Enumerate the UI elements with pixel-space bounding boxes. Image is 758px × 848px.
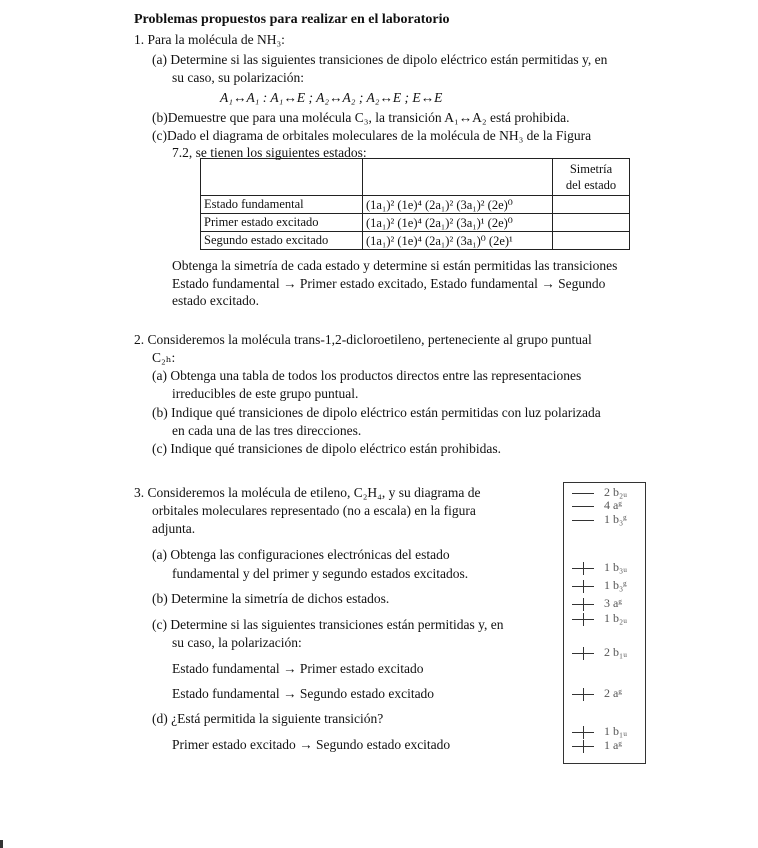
mo-level-label: 1 b₁ᵤ <box>604 724 628 738</box>
mo-level-label: 3 aᵍ <box>604 596 622 610</box>
p3-c-line2: su caso, la polarización: <box>172 635 302 650</box>
electron-pair-arrow <box>583 580 584 593</box>
mo-level-label: 2 aᵍ <box>604 686 622 700</box>
p3-a-line1: (a) Obtenga las configuraciones electrónicas del estado <box>152 547 450 562</box>
p1-c-line2: 7.2, se tienen los siguientes estados: <box>172 145 367 160</box>
electron-pair-arrow <box>583 688 584 701</box>
page-title: Problemas propuestos para realizar en el laboratorio <box>134 12 450 27</box>
electron-pair-arrow <box>583 726 584 739</box>
mo-level-label: 1 b₃ᵍ <box>604 578 627 592</box>
p3-a-line2: fundamental y del primer y segundo estados excitados. <box>172 566 469 581</box>
p1-after-line2: Estado fundamental → Primer estado excitado, Estado fundamental → Segundo <box>172 276 606 291</box>
state-label: Estado fundamental <box>201 196 363 214</box>
state-config: (1a₁)² (1e)⁴ (2a₁)² (3a₁)² (2e)⁰ <box>363 196 553 214</box>
p2-intro-line1: 2. Consideremos la molécula trans-1,2-dicloroetileno, perteneciente al grupo puntual <box>134 332 592 347</box>
p3-d: (d) ¿Está permitida la siguiente transición? <box>152 711 384 726</box>
mo-level-label: 1 aᵍ <box>604 738 622 752</box>
p1-a-line1: (a) Determine si las siguientes transiciones de dipolo eléctrico están permitidas y, en <box>152 52 608 67</box>
p2-b-line1: (b) Indique qué transiciones de dipolo eléctrico están permitidas con luz polarizada <box>152 405 601 420</box>
p2-c: (c) Indique qué transiciones de dipolo eléctrico están prohibidas. <box>152 441 502 456</box>
electron-pair-arrow <box>583 598 584 611</box>
mo-level-label: 1 b₂ᵤ <box>604 611 628 625</box>
mo-level-label: 1 b₃ᵍ <box>604 512 627 526</box>
p2-a-line1: (a) Obtenga una tabla de todos los productos directos entre las representaciones <box>152 368 582 383</box>
state-symmetry <box>553 196 630 214</box>
mo-level-line <box>572 493 594 494</box>
electron-pair-arrow <box>583 740 584 753</box>
p3-transition-3: Primer estado excitado → Segundo estado excitado <box>172 737 451 752</box>
states-table <box>200 158 630 250</box>
p3-transition-1: Estado fundamental → Primer estado excitado <box>172 661 424 676</box>
p2-a-line2: irreducibles de este grupo puntual. <box>172 386 359 401</box>
mo-level-line <box>572 506 594 507</box>
state-config: (1a₁)² (1e)⁴ (2a₁)² (3a₁)¹ (2e)⁰ <box>363 214 553 232</box>
state-label: Primer estado excitado <box>201 214 363 232</box>
table-row <box>201 214 630 232</box>
mo-level-line <box>572 520 594 521</box>
symmetry-header: Simetría del estado <box>553 159 630 196</box>
state-label: Segundo estado excitado <box>201 232 363 250</box>
table-row <box>201 232 630 250</box>
mo-level-label: 4 aᵍ <box>604 498 622 512</box>
electron-pair-arrow <box>583 562 584 575</box>
electron-pair-arrow <box>583 647 584 660</box>
state-symmetry <box>553 232 630 250</box>
p3-b: (b) Determine la simetría de dichos estados. <box>152 591 390 606</box>
electron-pair-arrow <box>583 613 584 626</box>
p3-c-line1: (c) Determine si las siguientes transiciones están permitidas y, en <box>152 617 504 632</box>
p2-b-line2: en cada una de las tres direcciones. <box>172 423 362 438</box>
p1-intro: 1. Para la molécula de NH₃: <box>134 32 285 47</box>
p3-transition-2: Estado fundamental → Segundo estado excitado <box>172 686 435 701</box>
page-edge-mark <box>0 840 3 848</box>
p2-intro-line2: C₂ₕ: <box>152 350 176 365</box>
p3-intro-line3: adjunta. <box>152 521 196 536</box>
p3-intro-line1: 3. Consideremos la molécula de etileno, C₂H₄, y su diagrama de <box>134 485 481 500</box>
p1-a-line2: su caso, su polarización: <box>172 70 304 85</box>
mo-level-label: 1 b₃ᵤ <box>604 560 628 574</box>
table-row <box>201 196 630 214</box>
mo-level-label: 2 b₁ᵤ <box>604 645 628 659</box>
p1-after-line3: estado excitado. <box>172 293 259 308</box>
p3-intro-line2: orbitales moleculares representado (no a escala) en la figura <box>152 503 476 518</box>
mo-level-label: 2 b₂ᵤ <box>604 485 628 499</box>
p1-b: (b)Demuestre que para una molécula C₃, la transición A₁↔A₂ está prohibida. <box>152 110 570 125</box>
state-config: (1a₁)² (1e)⁴ (2a₁)² (3a₁)⁰ (2e)¹ <box>363 232 553 250</box>
table-header-row <box>201 159 630 196</box>
p1-after-line1: Obtenga la simetría de cada estado y determine si están permitidas las transiciones <box>172 258 618 273</box>
state-symmetry <box>553 214 630 232</box>
p1-c-line1: (c)Dado el diagrama de orbitales moleculares de la molécula de NH₃ de la Figura <box>152 128 592 143</box>
p1-transitions: A₁↔A₁ : A₁↔E ; A₂↔A₂ ; A₂↔E ; E↔E <box>220 90 443 105</box>
